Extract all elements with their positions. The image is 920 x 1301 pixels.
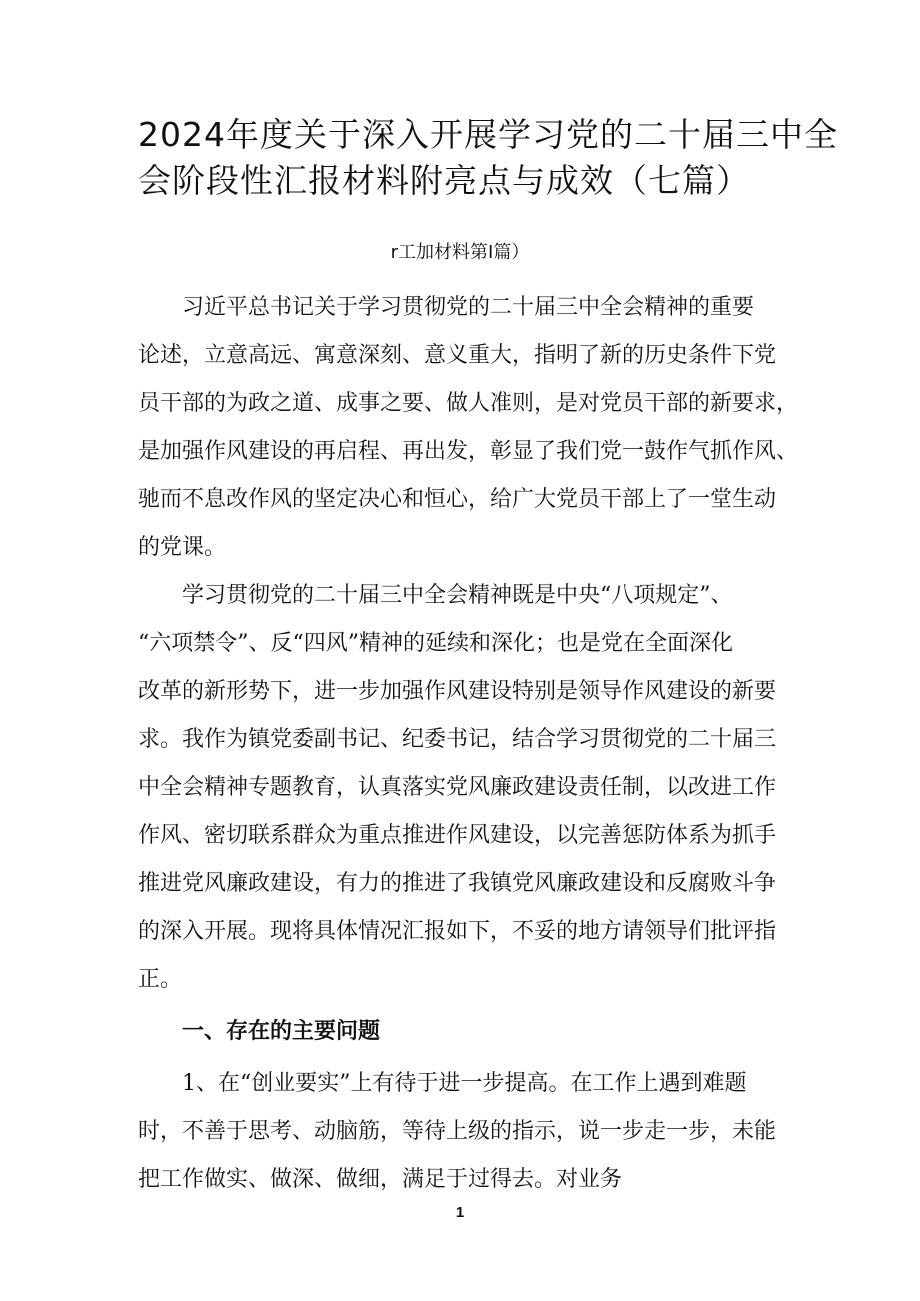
paragraph-line: 驰而不息改作风的坚定决心和恒心，给广大党员干部上了一堂生动 xyxy=(138,487,777,512)
paragraph-line: 是加强作风建设的再启程、再出发，彰显了我们党一鼓作气抓作风、 xyxy=(138,439,799,464)
paragraph-line: “六项禁令”、反“四风”精神的延续和深化；也是党在全面深化 xyxy=(138,631,733,656)
paragraph-line: 习近平总书记关于学习贯彻党的二十届三中全会精神的重要 xyxy=(182,295,755,320)
title-line: 会阶段性汇报材料附亮点与成效（七篇） xyxy=(138,161,750,200)
paragraph-line: 时，不善于思考、动脑筋，等待上级的指示，说一步走一步，未能 xyxy=(138,1119,777,1144)
document-body xyxy=(138,284,798,1204)
paragraph-line: 员干部的为政之道、成事之要、做人准则，是对党员干部的新要求， xyxy=(138,391,799,416)
paragraph-line: 学习贯彻党的二十届三中全会精神既是中央“八项规定”、 xyxy=(182,583,733,608)
document-subtitle: r工加材料第I篇） xyxy=(390,242,530,263)
paragraph-line: 中全会精神专题教育，认真落实党风廉政建设责任制，以改进工作 xyxy=(138,775,777,800)
document-title xyxy=(138,112,838,204)
paragraph-line: 推进党风廉政建设，有力的推进了我镇党风廉政建设和反腐败斗争 xyxy=(138,871,777,896)
paragraph-line: 的党课。 xyxy=(138,535,227,560)
paragraph-line: 求。我作为镇党委副书记、纪委书记，结合学习贯彻党的二十届三 xyxy=(138,727,777,752)
title-line: 2024年度关于深入开展学习党的二十届三中全 xyxy=(138,115,838,154)
paragraph-line: 论述，立意高远、寓意深刻、意义重大，指明了新的历史条件下党 xyxy=(138,343,777,368)
paragraph-line: 把工作做实、做深、做细，满足于过得去。对业务 xyxy=(138,1167,623,1192)
paragraph-line: 1、在“创业要实”上有待于进一步提高。在工作上遇到难题 xyxy=(182,1071,747,1096)
paragraph xyxy=(138,284,798,572)
paragraph xyxy=(138,572,798,1004)
item-paragraph xyxy=(138,1060,798,1204)
section-heading: 一、存在的主要问题 xyxy=(182,1019,381,1044)
page-number: 1 xyxy=(455,1204,465,1221)
paragraph-line: 作风、密切联系群众为重点推进作风建设，以完善惩防体系为抓手 xyxy=(138,823,777,848)
paragraph-line: 改革的新形势下，进一步加强作风建设特别是领导作风建设的新要 xyxy=(138,679,777,704)
paragraph-line: 的深入开展。现将具体情况汇报如下，不妥的地方请领导们批评指 xyxy=(138,919,777,944)
paragraph-line: 正。 xyxy=(138,967,183,992)
